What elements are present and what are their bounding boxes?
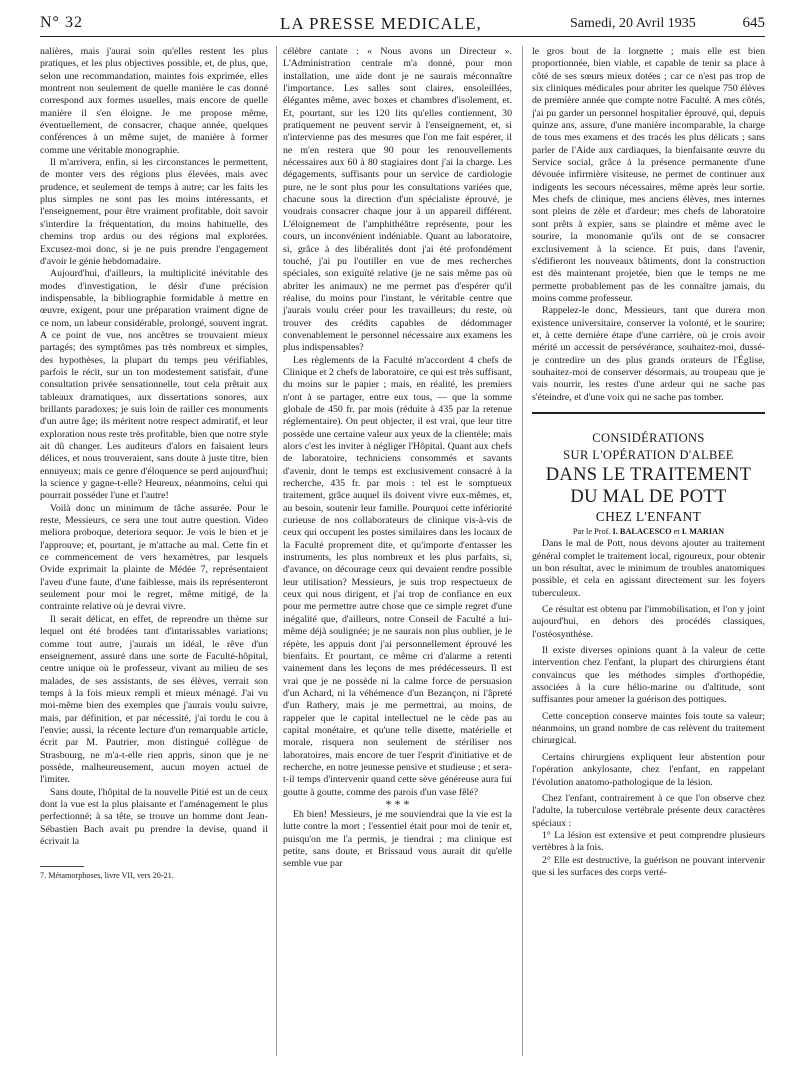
paragraph: nalières, mais j'aurai soin qu'elles restent les plus pratiques, et les plus objectives possible, et, de plus, que, selon une recommandation, maintes fois exprimée, elles montrent non seulement de quelle manière le cas donné correspond aux formes usuelles, mais encore de quelle manière il s'en éloigne. Je me propose même, éventuellement, de consacrer, chaque année, quelques conférences à un même sujet, de manière à former comme une véritable monographie. [40, 46, 268, 156]
paragraph: Sans doute, l'hôpital de la nouvelle Pitié est un de ceux dont la vue est la plus plaisante et l'aménagement le plus perfectionné; à sa tête, se trouve un homme dont Jean-Sébastien Bach avait pu prendre la devise, quand il écrivait la [40, 786, 268, 847]
paragraph: Aujourd'hui, d'ailleurs, la multiplicité inévitable des modes d'investigation, le désir d'une précision indispensable, la bibliographie formidable à mettre en œuvre, exigent, pour une préparation vraiment digne de ce nom, un labeur considérable, prolongé, souvent ingrat. A ce point de vue, nos ancêtres se trouvaient mieux partagés; des symptômes pas très nombreux et simples, des hypothèses, la plupart du temps peu vérifiables, parfois le récit, sur un ton modestement satisfait, d'une consultation privée sensationnelle, tout cela prêtait aux tableaux dramatiques, aux dissertations sonores, aux brillants paradoxes; je suis loin de railler ces monuments d'un autre âge; ils méritent notre respect admiratif, et leur exploration nous reste très profitable, bien que notre style ait dû changer. Les auditeurs d'alors en faisaient leurs délices, et nous trouveraient, sans doute à juste titre, bien ennuyeux; mais ce genre d'éloquence se perd aujourd'hui; la science y gagne-t-elle? Heureux, néanmoins, celui qui pourrait posséder l'une et l'autre! [40, 268, 268, 502]
footnote-rule [40, 866, 84, 867]
article [532, 430, 765, 879]
article-title-line: CHEZ L'ENFANT [595, 508, 702, 524]
paragraph: Cette conception conserve maintes fois toute sa valeur; néanmoins, un grand nombre de cas relèvent du traitement chirurgical. [532, 710, 765, 747]
article-title-line: CONSIDÉRATIONS [592, 430, 705, 445]
article-separator [532, 412, 765, 414]
article-byline [532, 526, 765, 538]
journal-title: LA PRESSE MEDICALE, [280, 14, 482, 33]
footnote: 7. Métamorphoses, livre VII, vers 20-21. [40, 871, 174, 881]
column-2 [283, 46, 512, 871]
paragraph: le gros bout de la lorgnette ; mais elle est bien proportionnée, bien viable, et capable de tenir sa place à côté de ses sœurs mieux dotées ; car ce n'est pas trop de six cliniques médicales pour abriter les quelque 750 élèves de première année que compte notre Faculté. A mes côtés, j'ai pu garder un personnel hospitalier éprouvé, qui, depuis quinze ans, assure, d'une manière incomparable, la charge de tous mes examens et des tracés les plus délicats ; sans parler de l'Aide aux cardiaques, la bienfaisante œuvre du Service social, grâce à la présence permanente d'une dévouée infirmière visiteuse, ne permet de continuer aux indigents les secours nécessaires, même après leur sortie. Mes chefs de clinique, mes anciens élèves, mes internes sont pleins de zèle et d'ardeur; mes chefs de laboratoire sont prêts à expier, sans se plaindre et même avec le sourire, la monomanie qu'ils ont de se consacrer exclusivement à la science. Et puis, dans l'avenir, s'édifieront les nouveaux bâtiments, dont la construction est dès maintenant projetée, bien que le temps ne me permette probablement pas de les connaître jamais, du moins comme professeur. [532, 46, 765, 304]
paragraph: Dans le mal de Pott, nous devons ajouter au traitement général complet le traitement local, rigoureux, pour obtenir un bon résultat, avec le minimum de troubles anatomiques possible, et cela en agissant directement sur les foyers tuberculeux. [532, 538, 765, 599]
paragraph: Ce résultat est obtenu par l'immobilisation, et l'on y joint aujourd'hui, en dehors des procédés classiques, l'ostéosynthèse. [532, 604, 765, 640]
paragraph: Les règlements de la Faculté m'accordent 4 chefs de Clinique et 2 chefs de laboratoire, ce qui est très suffisant, du moins sur le papier ; mais, en réalité, les premiers n'ont à se partager, entre eux tous, — que la somme globale de 450 fr. par mois (réduite à 435 par la retenue réglementaire). On peut objecter, il est vrai, que leur titre possède une certaine valeur aux yeux de la clientèle; mais alors c'est les inviter à négliger l'Hôpital. Quant aux chefs de laboratoire, techniciens consommés et savants d'avenir, dont le temps est exclusivement consacré à la recherche, 435 fr. par mois : tel est le somptueux traitement, grâce auquel ils doivent vivre eux-mêmes, et, au besoin, soutenir leur famille. Pourquoi cette infériorité curieuse de nos collaborateurs de clinique vis-à-vis de ceux qui occupent les postes similaires dans les locaux de la Faculté proprement dite, et qu'importe d'entasser les instruments, les plus nombreux et les plus parfaits, si, d'avance, on décourage ceux qui devaient rendre possible leur utilisation? Messieurs, je suis trop respectueux de ceux qui nous dirigent, et j'ai trop de confiance en eux pour me permettre autre chose que ce simple regret d'une inégalité que, d'ailleurs, notre Conseil de Faculté a lui-même déjà soulignée; je ne saurais non plus oublier, je le répète, les appuis dont j'ai personnellement éprouvé les bienfaits. Et pourtant, ce même cri d'alarme a retenti vainement dans les leçons de mes prédécesseurs. Il est vrai que je ne possède ni la calme force de persuasion d'un Achard, ni la véhémence d'un Bezançon, ni l'âpreté d'un Rathery, mais je me permettrai, au moins, de rappeler que le capital intellectuel ne le cède pas au capital monétaire, et qu'une telle disette, matérielle et morale, risquera non seulement de stériliser nos laboratoires, mais encore de tuer l'esprit d'initiative et de recherche, en notre jeunesse pensive et studieuse ; et sera-t-il temps d'intervenir quand cette sève généreuse aura fui goutte à goutte, comme des parois d'un vase fêlé? [283, 354, 512, 798]
paragraph: 2° Elle est destructive, la guérison ne pouvant intervenir que si les surfaces des corps verté- [532, 854, 765, 878]
page-header [40, 14, 765, 37]
paragraph: 1° La lésion est extensive et peut comprendre plusieurs vertèbres à la fois. [532, 829, 765, 854]
author-name: I. MARIAN [681, 526, 725, 536]
column-1 [40, 46, 268, 881]
byline-and: et [673, 526, 680, 536]
byline-prefix: Par le Prof. [572, 526, 611, 536]
paragraph: Voilà donc un minimum de tâche assurée. Pour le reste, Messieurs, ce sera une tout autre question. Video meliora proboque, deteriora sequor. Je vois le bien et je l'approuve; et, pourtant, je m'attache au mal. Cette fin et ce commencement de vers hexamètres, par lesquels Ovide exprimait la plainte de Médée 7, représentaient l'aveu d'une faute, d'une faiblesse, mais ils représenteront seulement pour moi le regret, même mitigé, de la contrainte relative où je devrai vivre. [40, 502, 268, 613]
paragraph: Rappelez-le donc, Messieurs, tant que durera mon existence universitaire, conserver la volonté, et le sourire; et, à cette dernière étape d'une carrière, où je crois avoir mérité un accessit de persévérance, souhaitez-moi, dussé-je contredire un des plus grands orateurs de l'Église, souhaitez-moi de conserver désormais, au troupeau que je vais nourrir, les restes d'une ardeur qui ne sache pas s'éteindre, et d'une voix qui ne sache pas tomber. [532, 305, 765, 403]
page-number: 645 [742, 15, 765, 31]
paragraph: Certains chirurgiens expliquent leur abstention pour l'opération ankylosante, chez l'enfant, en rappelant l'évolution anatomo-pathologique de la lésion. [532, 751, 765, 788]
author-name: I. BALACESCO [612, 526, 672, 536]
issue-number: N° 32 [40, 14, 83, 31]
section-separator-stars: * * * [385, 796, 410, 811]
paragraph: Il existe diverses opinions quant à la valeur de cette intervention chez l'enfant, la plupart des chirurgiens étant convaincus que les méthodes simples d'orthopédie, associées à la cure hélio-marine ou d'altitude, sont suffisantes pour amener la guérison des pottiques. [532, 645, 765, 706]
article-title-line: DANS LE TRAITEMENT [545, 464, 752, 485]
paragraph: Chez l'enfant, contrairement à ce que l'on observe chez l'adulte, la tuberculose vertébrale présente deux caractères spéciaux : [532, 792, 765, 829]
article-title-line: SUR L'OPÉRATION D'ALBEE [563, 447, 734, 462]
column-divider [276, 46, 277, 1056]
paragraph: célèbre cantate : « Nous avons un Directeur ». L'Administration centrale m'a donné, pour mon installation, une aide dont je ne saurais méconnaître l'importance. Les salles sont claires, ensoleillées, élégantes même, avec boxes et chambres d'isolement, et. Et, pourtant, sur les 120 lits qu'elles contiennent, 30 pratiquement ne peuvent servir à l'enseignement, et, si n'intervienne pas des mesures que l'on me fait espérer, il ne m'en restera que 90 pour les renouvellements nécessaires aux 60 à 80 stagiaires dont j'ai la charge. Les dégagements, suffisants pour un service de cardiologie pure, ne le sont plus pour les consultations variées que, chacune sous la direction d'un spécialiste éprouvé, je voudrais consacrer chaque jour à un appareil différent. L'éloignement de l'amphithéâtre représente, pour les cours, un inconvénient indéniable. Quant au laboratoire, si, grâce à des libéralités dont j'ai été profondément touché, j'ai pu l'outiller en vue de mes recherches spéciales, son exiguïté relative (je ne sais même pas où abriter les animaux) ne me permet pas d'espérer qu'il réalise, du moins pour l'instant, le véritable centre que j'aurais voulu créer pour les travailleurs; du reste, où trouver des crédits capables de dédommager convenablement le personnel nécessaire aux examens les plus indispensables? [283, 46, 512, 354]
column-3 [532, 46, 765, 879]
paragraph: Il serait délicat, en effet, de reprendre un thème sur lequel ont été brodées tant d'intarissables variations; comme tout autre, j'aurais un idéal, le rêve d'un enseignement, assuré dans une sorte de Faculté-hôpital, centre unique où le professeur, vivant au milieu de ses malades, de ses assistants, de ses élèves, verrait son temps à la fois mieux rempli et mieux ménagé. J'ai vu moi-même bien des exemples que j'aurais voulu suivre, mais, par définition, et par nécessité, j'ai tordu le cou à l'envie; aussi, la récente lecture d'un remarquable article, écrit par M. Pautrier, mon distingué collègue de Strasbourg, ne m'a-t-elle rien appris, sinon que je ne possède, malheureusement, aucun moyen actuel de l'imiter. [40, 613, 268, 786]
column-divider [522, 46, 523, 1056]
article-title-line: DU MAL DE POTT [570, 486, 727, 507]
paragraph: Il m'arrivera, enfin, si les circonstances le permettent, de monter vers des régions plus élevées, mais avec prudence, et seulement de temps à autre; car les faits les plus simples ne sont pas les moins intéressants, et l'enseignement, pour être vraiment profitable, doit savoir s'interdire la fréquentation, du moins habituelle, des chemins trop ardus ou des régions mal explorées. Excusez-moi donc, si je ne puis prendre l'engagement d'avoir le génie hebdomadaire. [40, 157, 268, 267]
issue-date: Samedi, 20 Avril 1935 [570, 16, 696, 31]
paragraph: Eh bien! Messieurs, je me souviendrai que la vie est la lutte contre la mort ; l'essentiel était pour moi de tenir et, puisqu'on me l'a permis, je tiendrai ; ma clinique est petite, sans doute, et Brissaud vous aurait dit qu'elle semble vue par [283, 808, 512, 870]
